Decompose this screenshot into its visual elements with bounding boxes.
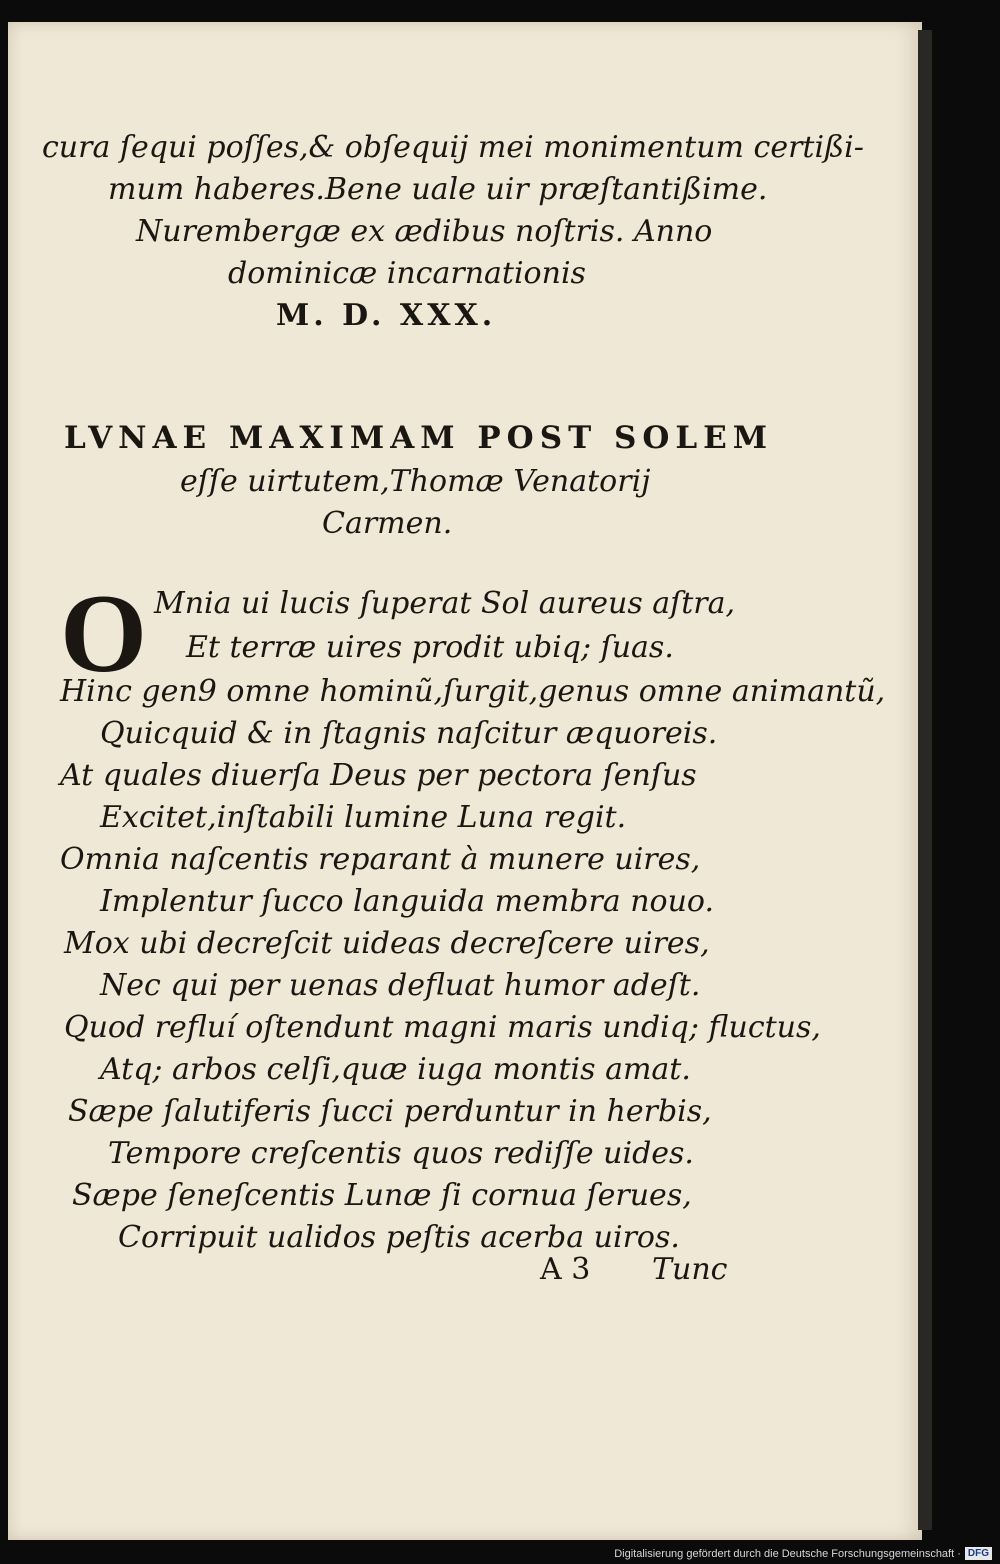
letter-line-1: cura ſequi poſſes,& obſequij mei monimentum certißi- [42, 130, 864, 165]
catchword: Tunc [652, 1252, 728, 1287]
letter-line-2: mum haberes.Bene uale uir præſtantißime. [108, 172, 768, 207]
dfg-logo: DFG [965, 1547, 992, 1560]
poem-line: Mox ubi decreſcit uideas decreſcere uires, [64, 926, 710, 961]
signature-mark: A 3 [540, 1252, 591, 1287]
letter-line-3: Nurembergæ ex ædibus noſtris. Anno [136, 214, 713, 249]
poem-line: Nec qui per uenas defluat humor adeſt. [100, 968, 701, 1003]
poem-line: Atq; arbos celſi,quæ iuga montis amat. [100, 1052, 691, 1087]
poem-title-carmen: Carmen. [322, 506, 453, 541]
letter-date: M. D. XXX. [276, 298, 497, 333]
poem-title-subtitle: eſſe uirtutem,Thomæ Venatorij [180, 464, 651, 499]
poem-line: Sæpe ſalutiferis ſucci perduntur in herbis, [68, 1094, 712, 1129]
poem-line: At quales diuerſa Deus per pectora ſenſus [60, 758, 697, 793]
poem-line: Corripuit ualidos peſtis acerba uiros. [118, 1220, 680, 1255]
poem-line: Omnia naſcentis reparant à munere uires, [60, 842, 701, 877]
poem-title-heading: LVNAE MAXIMAM POST SOLEM [64, 420, 774, 456]
poem-line: Sæpe ſeneſcentis Lunæ ſi cornua ſerues, [72, 1178, 692, 1213]
poem-line: Excitet,inſtabili lumine Luna regit. [100, 800, 627, 835]
drop-cap: O [60, 572, 148, 696]
credit-text: Digitalisierung gefördert durch die Deutsche Forschungsgemeinschaft · [614, 1547, 961, 1560]
poem-line: Hinc gen9 omne hominũ,ſurgit,genus omne animantũ, [60, 674, 886, 709]
poem-line: Et terræ uires prodit ubiq; ſuas. [186, 630, 674, 665]
poem-line: Tempore creſcentis quos rediſſe uides. [108, 1136, 694, 1171]
page-edge [918, 30, 932, 1530]
poem-line: Quicquid & in ſtagnis naſcitur æquoreis. [100, 716, 718, 751]
poem-line: Implentur ſucco languida membra nouo. [100, 884, 714, 919]
poem-line: Quod refluí oſtendunt magni maris undiq; fluctus, [64, 1010, 821, 1045]
digitization-credit [614, 1547, 992, 1560]
letter-line-4: dominicæ incarnationis [228, 256, 586, 291]
poem-line: Mnia ui lucis ſuperat Sol aureus aſtra, [154, 586, 736, 621]
